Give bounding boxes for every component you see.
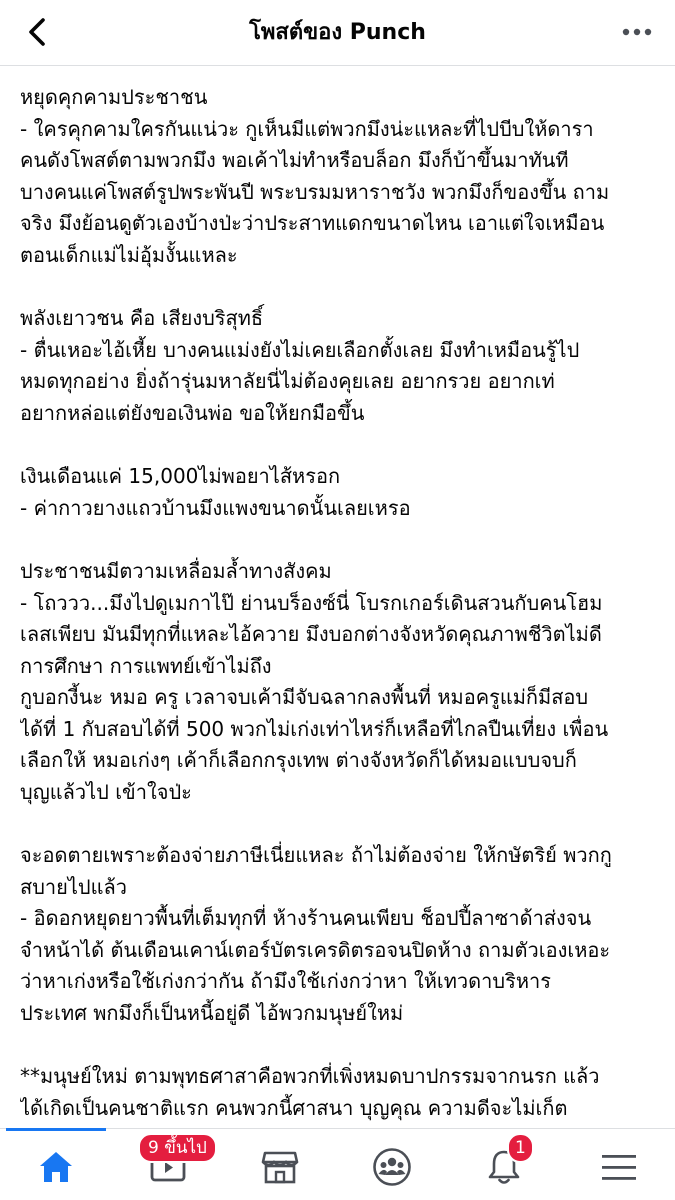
tab-marketplace[interactable] [245, 1139, 315, 1195]
post-paragraph [20, 1061, 660, 1122]
post-text-line: เลสเพียบ มันมีทุกที่แหละไอ้ควาย มึงบอกต่างจังหวัดคุณภาพชีวิตไม่ดี [20, 622, 602, 646]
post-text-line: เงินเดือนแค่ 15,000ไม่พอยาไส้หรอก [20, 464, 341, 488]
watch-badge: 9 ขึ้นไป [138, 1133, 217, 1163]
tab-home[interactable] [21, 1139, 91, 1195]
shop-icon [260, 1147, 300, 1187]
post-paragraph [20, 82, 660, 271]
post-text-line: - ใครคุกคามใครกันแน่วะ กูเห็นมีแต่พวกมึงน่ะแหละที่ไปบีบให้ดารา [20, 116, 594, 141]
post-text-line: ได้ที่ 1 กับสอบได้ที่ 500 พวกไม่เก่งเท่าไหร่ก็เหลือที่ไกลปืนเที่ยง เพื่อน [20, 716, 609, 741]
post-text-line: ประเทศ พกมึงก็เป็นหนี้อยู่ดี ไอ้พวกมนุษย์ใหม่ [20, 1000, 404, 1025]
post-text-line: - โถววว...มึงไปดูเมกาไป๊ ย่านบร็องซ์นี่ โบรกเกอร์เดินสวนกับคนโฮม [20, 590, 603, 615]
page-title: โพสต์ของ Punch [249, 20, 426, 45]
post-text-line: สบายไปแล้ว [20, 874, 127, 899]
tab-menu[interactable] [584, 1139, 654, 1195]
post-paragraph [20, 303, 660, 429]
post-text-line: อยากหล่อแต่ยังขอเงินพ่อ ขอให้ยกมือขึ้น [20, 400, 365, 425]
groups-icon [372, 1147, 412, 1187]
bottom-tab-bar [0, 1128, 675, 1200]
post-text-line: - ค่ากาวยางแถวบ้านมึงแพงขนาดนั้นเลยเหรอ [20, 495, 411, 520]
post-text-line: ว่าหาเก่งหรือใช้เก่งกว่ากัน ถ้ามึงใช้เก่งกว่าหา ให้เทวดาบริหาร [20, 969, 551, 993]
post-text-line: จะอดตายเพราะต้องจ่ายภาษีเนี่ยแหละ ถ้าไม่ต้องจ่าย ให้กษัตริย์ พวกกู [20, 843, 612, 867]
post-text-line: การศึกษา การแพทย์เข้าไม่ถึง [20, 653, 272, 678]
post-text-line: หยุดคุกคามประชาชน [20, 85, 208, 109]
home-icon [36, 1147, 76, 1187]
post-text-line: ประชาชนมีตวามเหลื่อมล้ำทางสังคม [20, 559, 332, 583]
top-nav-bar [0, 0, 675, 66]
chevron-left-icon [22, 16, 54, 48]
post-text-line: - ตื่นเหอะไอ้เหี้ย บางคนแม่งยังไม่เคยเลือกตั้งเลย มึงทำเหมือนรู้ไป [20, 337, 580, 362]
post-text-line: หมดทุกอย่าง ยิ่งถ้ารุ่นมหาลัยนี่ไม่ต้องคุยเลย อยากรวย อยากเท่ [20, 369, 555, 393]
post-text-line: บุญแล้วไป เข้าใจป่ะ [20, 779, 192, 804]
post-paragraph [20, 461, 660, 524]
tab-groups[interactable] [357, 1139, 427, 1195]
notifications-badge: 1 [507, 1133, 534, 1163]
tab-watch[interactable] [133, 1138, 207, 1195]
post-text-line: จริง มึงย้อนดูตัวเองบ้างป่ะว่าประสาทแดกขนาดไหน เอาแต่ใจเหมือน [20, 211, 605, 235]
more-horizontal-icon [621, 18, 653, 46]
post-text-line: ได้เกิดเป็นคนชาติแรก คนพวกนี้ศาสนา บุญคุณ ความดีจะไม่เก็ต [20, 1095, 568, 1120]
active-tab-indicator [6, 1128, 106, 1131]
post-text-line: - อิดอกหยุดยาวพื้นที่เต็มทุกที่ ห้างร้านคนเพียบ ช็อปปี้ลาซาด้าส่งจน [20, 906, 592, 930]
post-text-line: พลังเยาวชน คือ เสียงบริสุทธิ์ [20, 306, 264, 330]
post-text-line: จำหน้าได้ ต้นเดือนเคาน์เตอร์บัตรเครดิตรอจนปิดห้าง ถามตัวเองเหอะ [20, 937, 611, 962]
post-text-line: กูบอกงี้นะ หมอ ครู เวลาจบเค้ามีจับฉลากลงพื้นที่ หมอครูแม่ก็มีสอบ [20, 685, 589, 709]
post-text-line: **มนุษย์ใหม่ ตามพุทธศาสาคือพวกที่เพิ่งหมดบาปกรรมจากนรก แล้ว [20, 1064, 600, 1088]
post-text-line: คนดังโพสต์ตามพวกมึง พอเค้าไม่ทำหรือบล็อก มึงก็บ้าขึ้นมาทันที [20, 148, 569, 172]
post-body [20, 82, 660, 1122]
post-paragraph [20, 556, 660, 808]
hamburger-menu-icon [599, 1147, 639, 1187]
post-text-line: บางคนแค่โพสต์รูปพระพันปี พระบรมมหาราชวัง พวกมึงก็ของขึ้น ถาม [20, 179, 610, 204]
post-text-line: เลือกให้ หมอเก่งๆ เค้าก็เลือกกรุงเทพ ต่างจังหวัดก็ได้หมอแบบจบก็ [20, 748, 577, 772]
more-options-button[interactable] [621, 18, 653, 46]
tab-notifications[interactable] [469, 1139, 539, 1195]
post-text-line: ตอนเด็กแม่ไม่อุ้มงั้นแหละ [20, 242, 238, 267]
back-button[interactable] [22, 16, 54, 48]
post-paragraph [20, 840, 660, 1029]
